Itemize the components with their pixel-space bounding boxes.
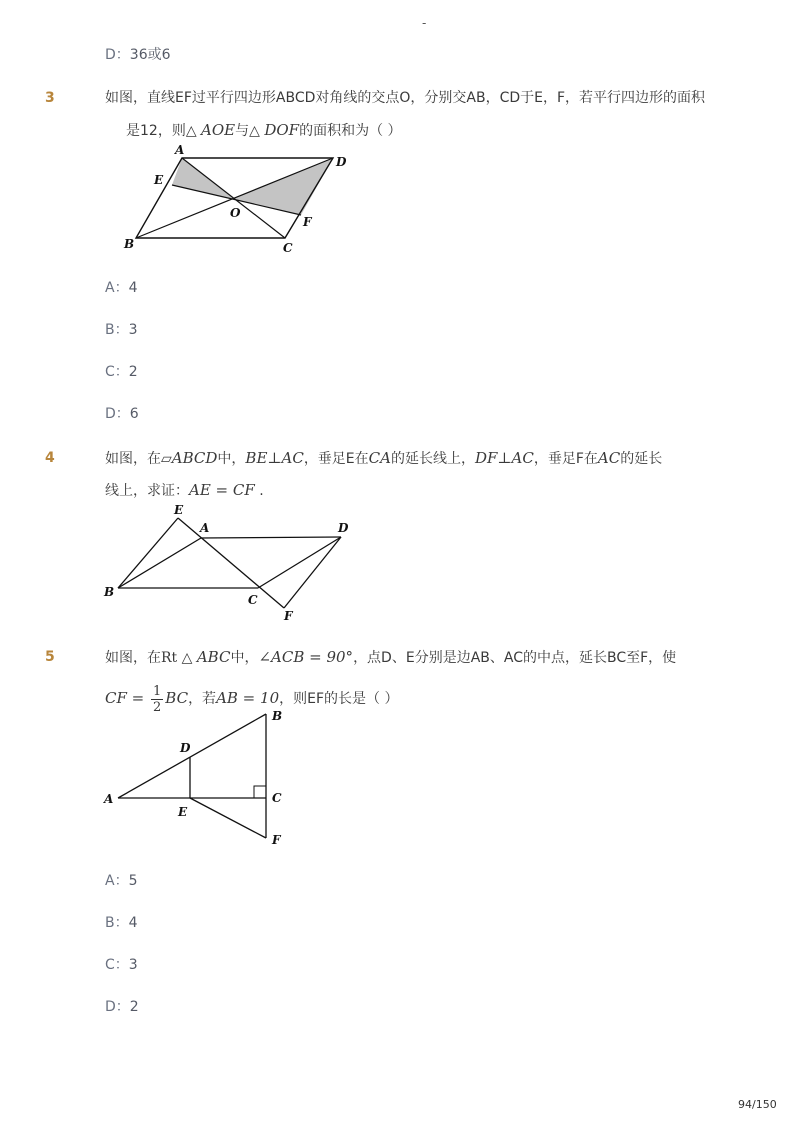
option-label: A： [105, 873, 129, 889]
q4-l1-f: 的延长 [620, 451, 663, 467]
q4-label-d: D [338, 521, 349, 535]
option-value: 3 [128, 322, 138, 338]
q5-math-cf-eq: CF = [105, 689, 149, 707]
option-value: 5 [128, 873, 138, 889]
q4-line-ef [178, 518, 284, 608]
q5-label-c: C [272, 791, 282, 805]
option-value: 4 [128, 915, 138, 931]
option-label: A： [105, 280, 129, 296]
q3-math-dof: DOF [264, 121, 300, 139]
q5-l2-a: ，若 [188, 691, 217, 707]
q5-l2-b: ，则EF的长是（ ） [279, 691, 399, 707]
q5-math-abc: ABC [196, 648, 231, 666]
q5-triangle-figure [98, 699, 298, 852]
q4-label-c: C [248, 593, 258, 607]
q3-option-a[interactable] [105, 278, 138, 298]
q4-l2-a: 线上，求证： [105, 483, 189, 499]
q3-text-line1: 如图，直线EF过平行四边形ABCD对角线的交点O，分别交AB，CD于E，F，若平行四边形的面积 [105, 90, 706, 106]
q3-option-d[interactable] [105, 404, 139, 424]
q3-line2-suffix: 的面积和为（ ） [299, 123, 402, 139]
q3-text-line2 [126, 120, 402, 141]
q5-label-e: E [178, 805, 188, 819]
q3-shaded-dof [234, 158, 333, 215]
q3-label-f: F [303, 215, 312, 229]
q5-math-angle: ∠ACB = 90° [258, 648, 354, 666]
q5-math-ab-eq-10: AB = 10 [216, 689, 280, 707]
q3-label-c: C [283, 241, 293, 255]
q3-label-o: O [230, 206, 241, 220]
q4-label-b: B [104, 585, 115, 599]
q2-option-d[interactable] [105, 45, 171, 65]
q4-parallelogram-symbol: ▱ [161, 451, 172, 467]
q4-line-df [284, 537, 341, 608]
q4-math-df-perp-ac: DF⊥AC [474, 449, 534, 467]
q5-math-bc: BC [165, 689, 189, 707]
q5-right-angle-mark [254, 786, 266, 798]
question-number-3: 3 [45, 90, 55, 106]
q5-l1-c: ，点D、E分别是边AB、AC的中点，延长BC至F，使 [353, 650, 677, 666]
q4-math-ac: AC [597, 449, 621, 467]
q3-option-b[interactable] [105, 320, 138, 340]
q4-label-e: E [174, 503, 184, 517]
q3-math-aoe: AOE [201, 121, 236, 139]
q5-l1-b: 中， [230, 650, 259, 666]
q5-l1-a: 如图，在 [105, 650, 161, 666]
option-value: 2 [129, 999, 139, 1015]
q4-l1-d: 的延长线上， [390, 451, 475, 467]
fraction-numerator: 1 [153, 683, 162, 699]
q4-l1-e: ，垂足F在 [533, 451, 598, 467]
q5-option-c[interactable] [105, 955, 138, 975]
q5-segment-ef [190, 798, 266, 838]
q5-option-b[interactable] [105, 913, 138, 933]
q4-side-dc [258, 537, 341, 588]
q5-rt: Rt [161, 650, 178, 666]
q5-text-line1 [105, 647, 676, 668]
q4-l1-b: 中， [217, 451, 246, 467]
q3-label-d: D [336, 155, 347, 169]
q5-option-d[interactable] [105, 997, 139, 1017]
q4-label-f: F [284, 609, 293, 623]
q3-parallelogram-figure [120, 140, 360, 258]
fraction-denominator: 2 [153, 699, 162, 715]
q3-shaded-aoe [172, 158, 234, 199]
q3-label-a: A [175, 143, 185, 157]
page-number: 94/150 [738, 1098, 777, 1111]
option-label: C： [105, 364, 129, 380]
q4-label-a: A [200, 521, 210, 535]
question-number-4: 4 [45, 450, 55, 466]
q3-label-e: E [154, 173, 164, 187]
q4-math-be-perp-ac: BE⊥AC [245, 449, 304, 467]
header-dash: - [422, 16, 427, 30]
option-value: 2 [128, 364, 138, 380]
q5-label-a: A [104, 792, 114, 806]
q4-text-line2 [105, 480, 264, 501]
q4-text-line1 [105, 448, 662, 469]
q4-side-ba [118, 538, 201, 588]
q5-triangle-symbol: △ [177, 650, 197, 666]
q5-option-a[interactable] [105, 871, 138, 891]
option-label: D： [105, 47, 130, 63]
option-value: 3 [128, 957, 138, 973]
question-number-5: 5 [45, 649, 55, 665]
q4-l1-a: 如图，在 [105, 451, 161, 467]
q5-label-d: D [180, 741, 191, 755]
option-label: C： [105, 957, 129, 973]
q4-math-ca: CA [368, 449, 391, 467]
q4-side-ad [201, 537, 341, 538]
q3-option-c[interactable] [105, 362, 138, 382]
q4-math-abcd: ABCD [171, 449, 218, 467]
q4-math-ae-eq-cf: AE = CF [189, 481, 255, 499]
q4-l1-c: ，垂足E在 [303, 451, 369, 467]
q4-l2-b: . [254, 483, 264, 499]
option-value: 4 [128, 280, 138, 296]
option-value: 6 [129, 406, 139, 422]
q3-label-b: B [124, 237, 135, 251]
q5-label-b: B [272, 709, 283, 723]
option-label: B： [105, 322, 129, 338]
option-label: D： [105, 999, 130, 1015]
option-value: 36或6 [129, 47, 171, 63]
q5-side-ab [118, 714, 266, 798]
option-label: B： [105, 915, 129, 931]
option-label: D： [105, 406, 130, 422]
q4-line-be [118, 518, 178, 588]
q3-line2-prefix: 是12，则△ [126, 123, 202, 139]
q3-line2-mid: 与△ [235, 123, 265, 139]
q5-label-f: F [272, 833, 281, 847]
q4-parallelogram-figure [98, 500, 368, 628]
